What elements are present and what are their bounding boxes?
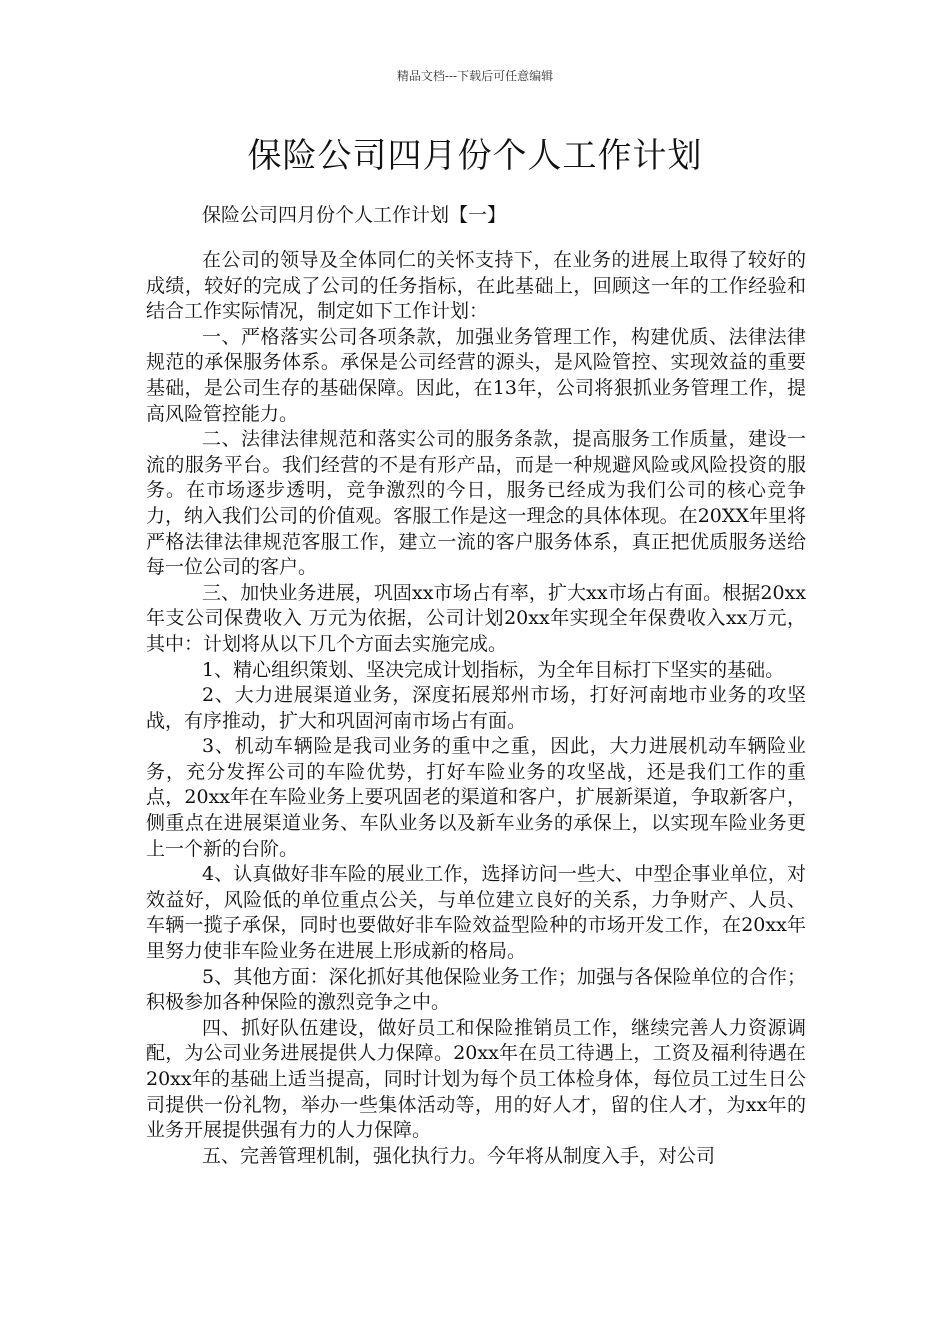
paragraph: 在公司的领导及全体同仁的关怀支持下，在业务的进展上取得了较好的成绩，较好的完成了公司的任务指标，在此基础上，回顾这一年的工作经验和结合工作实际情况，制定如下工作计划： bbox=[146, 249, 806, 323]
paragraph: 四、抓好队伍建设，做好员工和保险推销员工作，继续完善人力资源调配，为公司业务进展提供人力保障。20xx年在员工待遇上，工资及福利待遇在20xx年的基础上适当提高，同时计划为每个员工体检身体，每位员工过生日公司提供一份礼物，举办一些集体活动等，用的好人才，留的住人才，为xx年的业务开展提供强有力的人力保障。 bbox=[146, 1016, 806, 1142]
paragraph: 三、加快业务进展，巩固xx市场占有率，扩大xx市场占有面。根据20xx年支公司保费收入 万元为依据，公司计划20xx年实现全年保费收入xx万元，其中：计划将从以下几个方面去实施完成。 bbox=[146, 581, 806, 655]
paragraph: 4、认真做好非车险的展业工作，选择访问一些大、中型企事业单位，对效益好，风险低的单位重点公关，与单位建立良好的关系，力争财产、人员、车辆一揽子承保，同时也要做好非车险效益型险种的市场开发工作，在20xx年里努力使非车险业务在进展上形成新的格局。 bbox=[146, 863, 806, 963]
paragraph: 2、大力进展渠道业务，深度拓展郑州市场，打好河南地市业务的攻坚战，有序推动，扩大和巩固河南市场占有面。 bbox=[146, 684, 806, 732]
header-note: 精品文档---下载后可任意编辑 bbox=[396, 69, 554, 83]
paragraph: 1、精心组织策划、坚决完成计划指标，为全年目标打下坚实的基础。 bbox=[202, 658, 785, 681]
paragraph: 二、法律法律规范和落实公司的服务条款，提高服务工作质量，建设一流的服务平台。我们经营的不是有形产品，而是一种规避风险或风险投资的服务。在市场逐步透明，竞争激烈的今日，服务已经成为我们公司的核心竞争力，纳入我们公司的价值观。客服工作是这一理念的具体体现。在20XX年里将严格法律法律规范客服工作，建立一流的客户服务体系，真正把优质服务送给每一位公司的客户。 bbox=[146, 428, 806, 579]
body-text bbox=[146, 248, 806, 1169]
paragraph: 一、严格落实公司各项条款，加强业务管理工作，构建优质、法律法律规范的承保服务体系。承保是公司经营的源头，是风险管控、实现效益的重要基础，是公司生存的基础保障。因此，在13年，公司将狠抓业务管理工作，提高风险管控能力。 bbox=[146, 325, 806, 425]
document-title: 保险公司四月份个人工作计划 bbox=[247, 136, 703, 176]
paragraph: 3、机动车辆险是我司业务的重中之重，因此，大力进展机动车辆险业务，充分发挥公司的车险优势，打好车险业务的攻坚战，还是我们工作的重点，20xx年在车险业务上要巩固老的渠道和客户，扩展新渠道，争取新客户，侧重点在进展渠道业务、车队业务以及新车业务的承保上，以实现车险业务更上一个新的台阶。 bbox=[146, 735, 806, 860]
section-heading: 保险公司四月份个人工作计划【一】 bbox=[202, 204, 507, 226]
paragraph: 五、完善管理机制，强化执行力。今年将从制度入手，对公司 bbox=[202, 1144, 716, 1167]
paragraph: 5、其他方面：深化抓好其他保险业务工作；加强与各保险单位的合作；积极参加各种保险的激烈竞争之中。 bbox=[146, 965, 806, 1014]
